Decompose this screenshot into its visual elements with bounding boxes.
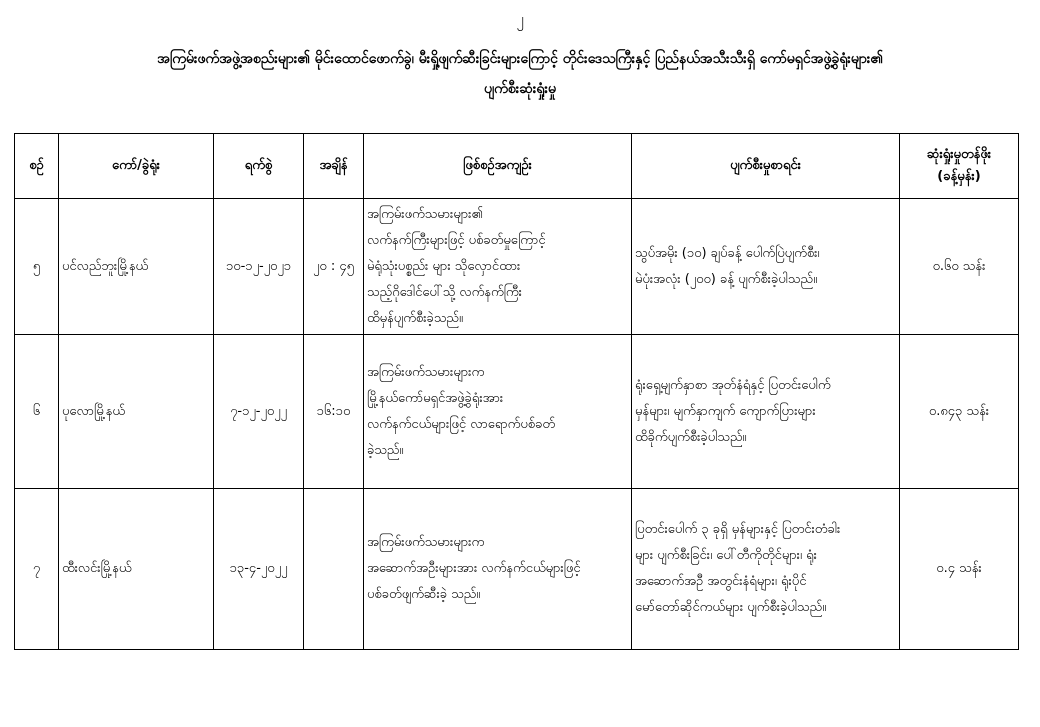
cell-cause [364,335,632,489]
cause-line: အကြမ်းဖက်သမားများက [367,535,485,550]
cause-line: အကြမ်းဖက်သမားများ၏ [367,206,484,222]
cause-line: ထိမှန်ပျက်စီးခဲ့သည်။ [367,310,463,326]
cause-line: လက်နက်ကြီးများဖြင့် ပစ်ခတ်မှုကြောင့် [367,232,546,248]
cell-time: ၁၆:၁၀ [304,335,364,489]
table-row [15,199,1019,335]
title-line-2: ပျက်စီးဆုံးရှုံးမှု [483,81,556,97]
title-line-1: အကြမ်းဖက်အဖွဲ့အစည်းများ၏ မိုင်းထောင်ဖောက်ခွဲ၊ မီးရှို့ဖျက်ဆီးခြင်းများကြောင့် တိုင်းဒေသကြီးနှင့် ပြည်နယ်အသီးသီးရှိ ကော်မရှင်အဖွဲ့ခွဲရုံးများ၏ [157,51,883,67]
table-row [15,489,1019,650]
damage-line: ရုံးရှေ့မျက်နှာစာ အုတ်နံရံနှင့် ပြတင်းပေါက် [635,377,831,393]
document-title [40,44,1000,104]
cause-line: ခဲ့သည်။ [367,442,404,458]
cause-line: အဆောက်အဦးများအား လက်နက်ငယ်များဖြင့် [367,561,581,576]
damage-line: မဲပုံးအလုံး (၂၀၀) ခန့် ပျက်စီးခဲ့ပါသည်။ [635,271,818,287]
damage-line: ပြတင်းပေါက် ၃ ခုရှိ မှန်များနှင့် ပြတင်းတံခါး [635,522,841,537]
damage-line: သွပ်အမိုး (၁၀) ချပ်ခန့် ပေါက်ပြဲပျက်စီး၊ [635,245,820,261]
header-time: အချိန် [304,134,364,199]
cell-loss: ၀.၄ သန်း [900,489,1019,650]
cause-line: မြို့နယ်ကော်မရှင်အဖွဲ့ခွဲရုံးအား [367,390,504,406]
damage-line: အဆောက်အဦ အတွင်းနံရံများ၊ ရုံးပိုင် [635,574,807,589]
cause-line: လက်နက်ငယ်များဖြင့် လာရောက်ပစ်ခတ် [367,416,556,432]
page-number: ၂ [516,10,524,28]
cause-line: အကြမ်းဖက်သမားများက [367,364,485,380]
cell-cause [364,489,632,650]
damage-line: မှန်များ၊ မျက်နှာကျက် ကျောက်ပြားများ [635,403,816,419]
cell-office: ပုလောမြို့နယ် [59,335,214,489]
cell-time: ၂၀ : ၄၅ [304,199,364,335]
cell-office: ထီးလင်းမြို့နယ် [59,489,214,650]
table-row [15,335,1019,489]
cell-damage [632,335,900,489]
cell-no: ၆ [15,335,59,489]
damage-table [14,133,1019,650]
header-loss-line-1: ဆုံးရှုံးမှုတန်ဖိုး [926,147,992,162]
damage-line: မော်တော်ဆိုင်ကယ်များ ပျက်စီးခဲ့ပါသည်။ [635,600,827,615]
cause-line: ပစ်ခတ်ဖျက်ဆီးခဲ့ သည်။ [367,587,481,602]
cell-date: ၁၃-၄-၂၀၂၂ [214,489,304,650]
cell-cause [364,199,632,335]
cell-office: ပင်လည်ဘူးမြို့နယ် [59,199,214,335]
cell-loss: ၀.၆၀ သန်း [900,199,1019,335]
cell-time [304,489,364,650]
header-office: ကော်/ခွဲရုံး [59,134,214,199]
header-no: စဉ် [15,134,59,199]
header-date: ရက်စွဲ [214,134,304,199]
cell-no: ၅ [15,199,59,335]
cell-damage [632,199,900,335]
header-loss [900,134,1019,199]
damage-line: များ ပျက်စီးခြင်း၊ ပေါ်တီကိုတိုင်များ၊ ရုံး [635,548,817,563]
cell-date: ၇-၁၂-၂၀၂၂ [214,335,304,489]
table-header-row [15,134,1019,199]
cell-damage [632,489,900,650]
header-cause: ဖြစ်စဉ်အကျဉ်း [364,134,632,199]
cell-no: ၇ [15,489,59,650]
cause-line: မဲရုံသုံးပစ္စည်း များ သိုလှောင်ထား [367,258,521,274]
cell-date: ၁၀-၁၂-၂၀၂၁ [214,199,304,335]
header-damage: ပျက်စီးမှုစာရင်း [632,134,900,199]
header-loss-line-2: (ခန့်မှန်း) [937,169,981,184]
cause-line: သည့်ဂိုဒေါင်ပေါ်သို့ လက်နက်ကြီး [367,284,522,300]
cell-loss: ၀.၈၄၃ သန်း [900,335,1019,489]
damage-line: ထိခိုက်ပျက်စီးခဲ့ပါသည်။ [635,429,747,445]
